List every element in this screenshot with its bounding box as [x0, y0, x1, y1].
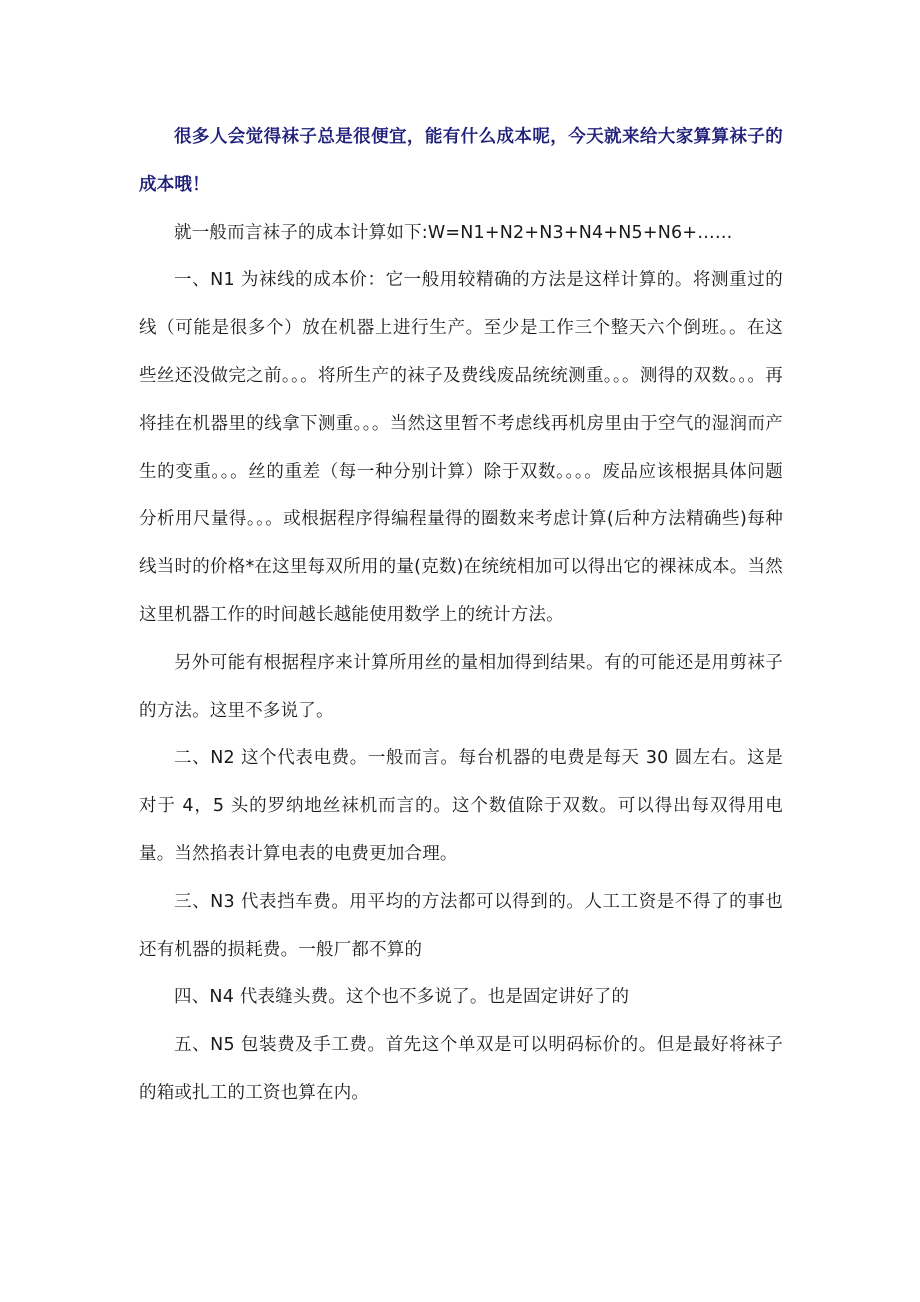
paragraph-n3: 三、N3 代表挡车费。用平均的方法都可以得到的。人工工资是不得了的事也还有机器的损耗费。一般厂都不算的: [139, 891, 783, 960]
document-body: [139, 114, 783, 1118]
document-title: 很多人会觉得袜子总是很便宜，能有什么成本呢，今天就来给大家算算袜子的成本哦！: [139, 127, 783, 195]
paragraph-n1: 一、N1 为袜线的成本价：它一般用较精确的方法是这样计算的。将测重过的线（可能是很多个）放在机器上进行生产。至少是工作三个整天六个倒班。。在这些丝还没做完之前。。。将所生产的袜子及费线废品统统测重。。。测得的双数。。。再将挂在机器里的线拿下测重。。。当然这里暂不考虑线再机房里由于空气的湿润而产生的变重。。。丝的重差（每一种分别计算）除于双数。。。。废品应该根据具体问题分析用尺量得。。。或根据程序得编程量得的圈数来考虑计算(后种方法精确些)每种线当时的价格*在这里每双所用的量(克数)在统统相加可以得出它的裸袜成本。当然这里机器工作的时间越长越能使用数学上的统计方法。: [139, 270, 783, 625]
paragraph-formula: 就一般而言袜子的成本计算如下:W=N1+N2+N3+N4+N5+N6+……: [174, 222, 733, 243]
paragraph-n5: 五、N5 包装费及手工费。首先这个单双是可以明码标价的。但是最好将袜子的箱或扎工的工资也算在内。: [139, 1035, 783, 1103]
paragraph-other-methods: 另外可能有根据程序来计算所用丝的量相加得到结果。有的可能还是用剪袜子的方法。这里不多说了。: [139, 652, 783, 721]
paragraph-n2: 二、N2 这个代表电费。一般而言。每台机器的电费是每天 30 圆左右。这是对于 4，5 头的罗纳地丝袜机而言的。这个数值除于双数。可以得出每双得用电量。当然掐表计算电表的电费更加合理。: [139, 748, 783, 864]
paragraph-n4: 四、N4 代表缝头费。这个也不多说了。也是固定讲好了的: [174, 987, 630, 1008]
